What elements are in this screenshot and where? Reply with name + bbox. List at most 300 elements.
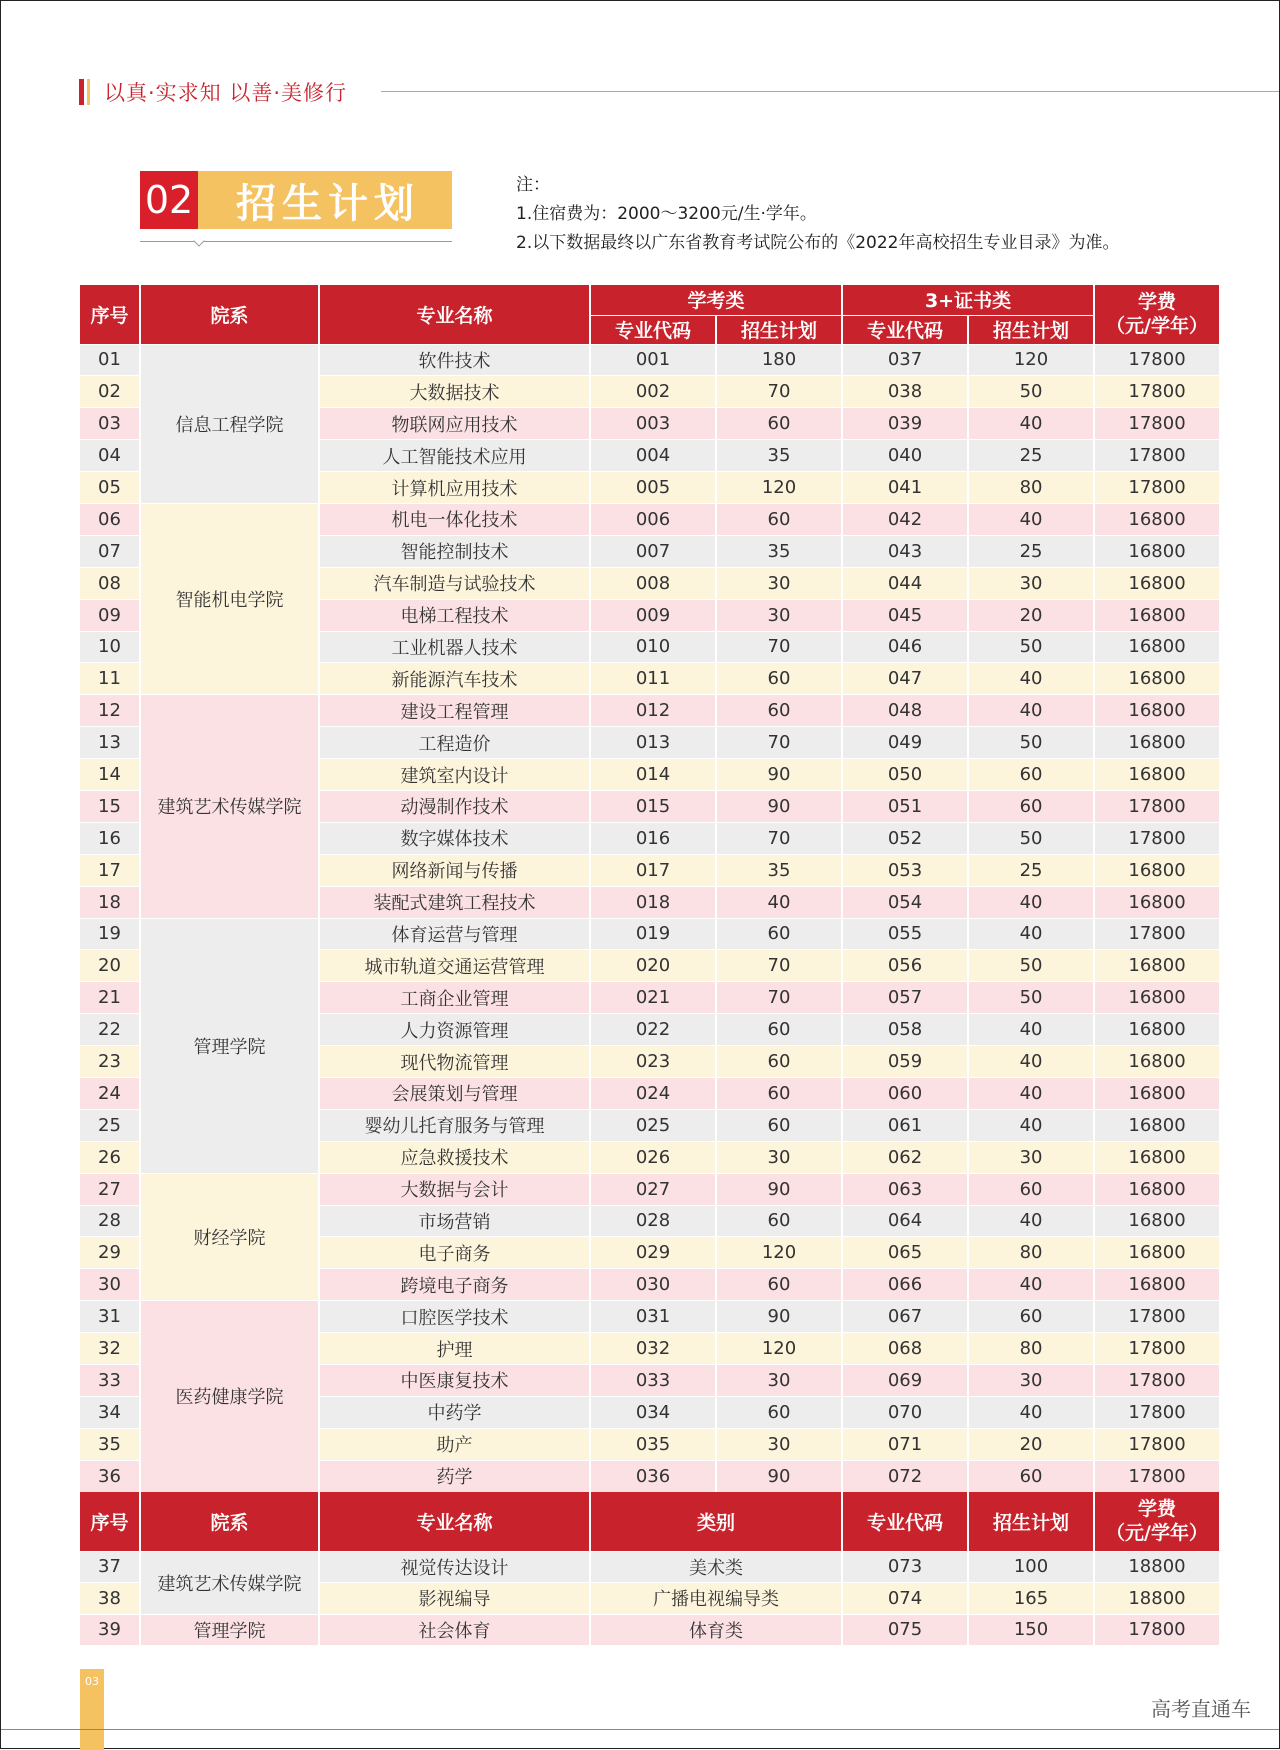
certificate-code: 059 <box>842 1046 968 1078</box>
academic-code: 029 <box>590 1237 716 1269</box>
certificate-code: 058 <box>842 1014 968 1046</box>
major-name: 跨境电子商务 <box>319 1269 590 1301</box>
table-row <box>80 1301 1220 1333</box>
row-number: 01 <box>80 344 140 376</box>
yellow-bar-decoration <box>87 79 90 105</box>
certificate-code: 064 <box>842 1205 968 1237</box>
major-name: 大数据与会计 <box>319 1173 590 1205</box>
notes <box>516 171 1119 258</box>
department-name: 智能机电学院 <box>140 503 319 694</box>
row-number: 17 <box>80 854 140 886</box>
major-name: 机电一体化技术 <box>319 503 590 535</box>
header-code: 专业代码 <box>842 315 968 344</box>
major-name: 软件技术 <box>319 344 590 376</box>
note-1: 1.住宿费为：2000～3200元/生·学年。 <box>516 204 817 224</box>
tuition-fee: 16800 <box>1094 1077 1220 1109</box>
row-number: 22 <box>80 1014 140 1046</box>
certificate-code: 067 <box>842 1301 968 1333</box>
header-plan: 招生计划 <box>968 1492 1094 1551</box>
row-number: 05 <box>80 472 140 504</box>
category: 广播电视编导类 <box>590 1583 842 1615</box>
tuition-fee: 17800 <box>1094 822 1220 854</box>
major-name: 装配式建筑工程技术 <box>319 886 590 918</box>
academic-code: 035 <box>590 1428 716 1460</box>
tuition-fee: 17800 <box>1094 1428 1220 1460</box>
tuition-fee: 16800 <box>1094 1269 1220 1301</box>
major-name: 城市轨道交通运营管理 <box>319 950 590 982</box>
certificate-code: 050 <box>842 759 968 791</box>
major-name: 建筑室内设计 <box>319 759 590 791</box>
section-name: 招生计划 <box>198 171 452 229</box>
academic-plan: 60 <box>716 695 842 727</box>
academic-plan: 70 <box>716 727 842 759</box>
major-name: 工业机器人技术 <box>319 631 590 663</box>
major-name: 数字媒体技术 <box>319 822 590 854</box>
tuition-fee: 16800 <box>1094 567 1220 599</box>
major-name: 会展策划与管理 <box>319 1077 590 1109</box>
major-name: 新能源汽车技术 <box>319 663 590 695</box>
tuition-fee: 17800 <box>1094 344 1220 376</box>
academic-code: 032 <box>590 1333 716 1365</box>
academic-code: 005 <box>590 472 716 504</box>
department-name: 建筑艺术传媒学院 <box>140 1551 319 1614</box>
academic-plan: 60 <box>716 1205 842 1237</box>
certificate-plan: 30 <box>968 567 1094 599</box>
row-number: 03 <box>80 408 140 440</box>
slogan-header <box>79 77 347 107</box>
major-name: 市场营销 <box>319 1205 590 1237</box>
tuition-fee: 17800 <box>1094 408 1220 440</box>
academic-plan: 60 <box>716 408 842 440</box>
certificate-plan: 40 <box>968 1269 1094 1301</box>
certificate-code: 057 <box>842 982 968 1014</box>
note-label: 注： <box>516 175 550 195</box>
major-name: 人工智能技术应用 <box>319 440 590 472</box>
academic-code: 036 <box>590 1460 716 1492</box>
major-code: 075 <box>842 1614 968 1646</box>
row-number: 23 <box>80 1046 140 1078</box>
title-notch-decoration <box>193 235 204 246</box>
certificate-plan: 40 <box>968 1396 1094 1428</box>
row-number: 14 <box>80 759 140 791</box>
academic-plan: 120 <box>716 1333 842 1365</box>
major-name: 动漫制作技术 <box>319 790 590 822</box>
certificate-code: 070 <box>842 1396 968 1428</box>
academic-plan: 120 <box>716 1237 842 1269</box>
tuition-fee: 18800 <box>1094 1583 1220 1615</box>
academic-plan: 30 <box>716 1428 842 1460</box>
certificate-code: 054 <box>842 886 968 918</box>
section-title <box>140 171 452 229</box>
enrollment-plan: 150 <box>968 1614 1094 1646</box>
certificate-code: 068 <box>842 1333 968 1365</box>
major-name: 网络新闻与传播 <box>319 854 590 886</box>
row-number: 21 <box>80 982 140 1014</box>
row-number: 04 <box>80 440 140 472</box>
academic-code: 025 <box>590 1109 716 1141</box>
note-2: 2.以下数据最终以广东省教育考试院公布的《2022年高校招生专业目录》为准。 <box>516 233 1120 253</box>
art-sports-enrollment-table <box>80 1492 1221 1646</box>
major-name: 助产 <box>319 1428 590 1460</box>
tuition-fee: 16800 <box>1094 1237 1220 1269</box>
academic-plan: 60 <box>716 1014 842 1046</box>
tuition-fee: 17800 <box>1094 1460 1220 1492</box>
certificate-plan: 40 <box>968 503 1094 535</box>
tuition-fee: 18800 <box>1094 1551 1220 1583</box>
row-number: 32 <box>80 1333 140 1365</box>
academic-code: 011 <box>590 663 716 695</box>
watermark: 高考直通车 <box>1151 1697 1251 1721</box>
tuition-fee: 16800 <box>1094 1109 1220 1141</box>
row-number: 20 <box>80 950 140 982</box>
major-name: 人力资源管理 <box>319 1014 590 1046</box>
certificate-plan: 50 <box>968 982 1094 1014</box>
row-number: 07 <box>80 535 140 567</box>
academic-code: 009 <box>590 599 716 631</box>
row-number: 29 <box>80 1237 140 1269</box>
academic-code: 003 <box>590 408 716 440</box>
tuition-fee: 16800 <box>1094 1014 1220 1046</box>
row-number: 33 <box>80 1365 140 1397</box>
academic-code: 028 <box>590 1205 716 1237</box>
major-name: 视觉传达设计 <box>319 1551 590 1583</box>
row-number: 37 <box>80 1551 140 1583</box>
tuition-fee: 16800 <box>1094 663 1220 695</box>
header-major: 专业名称 <box>319 285 590 344</box>
academic-code: 018 <box>590 886 716 918</box>
academic-plan: 40 <box>716 886 842 918</box>
row-number: 28 <box>80 1205 140 1237</box>
table-row <box>80 503 1220 535</box>
certificate-plan: 80 <box>968 1237 1094 1269</box>
row-number: 08 <box>80 567 140 599</box>
certificate-code: 062 <box>842 1141 968 1173</box>
major-name: 药学 <box>319 1460 590 1492</box>
header-no: 序号 <box>80 1492 140 1551</box>
certificate-code: 052 <box>842 822 968 854</box>
table-row <box>80 1173 1220 1205</box>
row-number: 31 <box>80 1301 140 1333</box>
major-name: 物联网应用技术 <box>319 408 590 440</box>
certificate-plan: 120 <box>968 344 1094 376</box>
certificate-code: 060 <box>842 1077 968 1109</box>
row-number: 27 <box>80 1173 140 1205</box>
certificate-code: 049 <box>842 727 968 759</box>
academic-plan: 70 <box>716 950 842 982</box>
certificate-code: 041 <box>842 472 968 504</box>
academic-plan: 30 <box>716 1365 842 1397</box>
academic-plan: 90 <box>716 759 842 791</box>
tuition-fee: 16800 <box>1094 535 1220 567</box>
major-name: 电子商务 <box>319 1237 590 1269</box>
academic-plan: 60 <box>716 503 842 535</box>
department-name: 管理学院 <box>140 918 319 1173</box>
department-name: 管理学院 <box>140 1614 319 1646</box>
academic-code: 015 <box>590 790 716 822</box>
academic-plan: 35 <box>716 535 842 567</box>
certificate-plan: 60 <box>968 1173 1094 1205</box>
academic-plan: 35 <box>716 440 842 472</box>
tuition-fee: 17800 <box>1094 376 1220 408</box>
certificate-code: 042 <box>842 503 968 535</box>
certificate-code: 061 <box>842 1109 968 1141</box>
certificate-plan: 25 <box>968 440 1094 472</box>
table-row <box>80 1551 1220 1583</box>
certificate-code: 066 <box>842 1269 968 1301</box>
row-number: 11 <box>80 663 140 695</box>
category: 美术类 <box>590 1551 842 1583</box>
academic-plan: 30 <box>716 1141 842 1173</box>
certificate-plan: 40 <box>968 1077 1094 1109</box>
tuition-fee: 16800 <box>1094 1141 1220 1173</box>
certificate-code: 043 <box>842 535 968 567</box>
certificate-plan: 40 <box>968 918 1094 950</box>
certificate-code: 044 <box>842 567 968 599</box>
major-name: 体育运营与管理 <box>319 918 590 950</box>
major-name: 影视编导 <box>319 1583 590 1615</box>
certificate-plan: 50 <box>968 631 1094 663</box>
certificate-plan: 40 <box>968 1046 1094 1078</box>
tuition-fee: 17800 <box>1094 1301 1220 1333</box>
certificate-plan: 50 <box>968 950 1094 982</box>
row-number: 38 <box>80 1583 140 1615</box>
row-number: 39 <box>80 1614 140 1646</box>
academic-code: 007 <box>590 535 716 567</box>
major-name: 口腔医学技术 <box>319 1301 590 1333</box>
row-number: 25 <box>80 1109 140 1141</box>
academic-code: 008 <box>590 567 716 599</box>
tuition-fee: 17800 <box>1094 790 1220 822</box>
academic-code: 013 <box>590 727 716 759</box>
header-fee: 学费 （元/学年） <box>1094 1492 1220 1551</box>
major-name: 建设工程管理 <box>319 695 590 727</box>
major-name: 社会体育 <box>319 1614 590 1646</box>
certificate-code: 039 <box>842 408 968 440</box>
academic-code: 012 <box>590 695 716 727</box>
title-underline <box>140 241 452 242</box>
academic-code: 034 <box>590 1396 716 1428</box>
certificate-plan: 40 <box>968 1205 1094 1237</box>
row-number: 06 <box>80 503 140 535</box>
major-name: 应急救援技术 <box>319 1141 590 1173</box>
academic-plan: 90 <box>716 1460 842 1492</box>
academic-code: 022 <box>590 1014 716 1046</box>
certificate-plan: 40 <box>968 408 1094 440</box>
tuition-fee: 16800 <box>1094 950 1220 982</box>
tuition-fee: 17800 <box>1094 1396 1220 1428</box>
academic-plan: 120 <box>716 472 842 504</box>
row-number: 24 <box>80 1077 140 1109</box>
row-number: 18 <box>80 886 140 918</box>
certificate-code: 037 <box>842 344 968 376</box>
certificate-plan: 50 <box>968 376 1094 408</box>
academic-code: 020 <box>590 950 716 982</box>
red-bar-decoration <box>79 79 84 105</box>
certificate-code: 045 <box>842 599 968 631</box>
academic-plan: 30 <box>716 567 842 599</box>
certificate-code: 056 <box>842 950 968 982</box>
footer-line <box>1 1729 1279 1730</box>
department-name: 信息工程学院 <box>140 344 319 503</box>
certificate-code: 051 <box>842 790 968 822</box>
certificate-code: 055 <box>842 918 968 950</box>
academic-code: 006 <box>590 503 716 535</box>
major-name: 汽车制造与试验技术 <box>319 567 590 599</box>
tuition-fee: 16800 <box>1094 599 1220 631</box>
tuition-fee: 16800 <box>1094 727 1220 759</box>
certificate-plan: 50 <box>968 727 1094 759</box>
tuition-fee: 17800 <box>1094 1614 1220 1646</box>
academic-code: 021 <box>590 982 716 1014</box>
certificate-code: 069 <box>842 1365 968 1397</box>
certificate-plan: 20 <box>968 1428 1094 1460</box>
certificate-code: 038 <box>842 376 968 408</box>
tuition-fee: 16800 <box>1094 1205 1220 1237</box>
tuition-fee: 16800 <box>1094 982 1220 1014</box>
certificate-code: 063 <box>842 1173 968 1205</box>
tuition-fee: 16800 <box>1094 503 1220 535</box>
academic-plan: 70 <box>716 631 842 663</box>
academic-plan: 60 <box>716 918 842 950</box>
certificate-plan: 40 <box>968 695 1094 727</box>
row-number: 10 <box>80 631 140 663</box>
major-name: 计算机应用技术 <box>319 472 590 504</box>
header-plan: 招生计划 <box>968 315 1094 344</box>
academic-code: 010 <box>590 631 716 663</box>
certificate-plan: 60 <box>968 790 1094 822</box>
certificate-code: 040 <box>842 440 968 472</box>
academic-plan: 60 <box>716 1396 842 1428</box>
major-name: 现代物流管理 <box>319 1046 590 1078</box>
academic-code: 014 <box>590 759 716 791</box>
header-code: 专业代码 <box>842 1492 968 1551</box>
table-row <box>80 344 1220 376</box>
major-code: 073 <box>842 1551 968 1583</box>
academic-plan: 90 <box>716 790 842 822</box>
academic-plan: 60 <box>716 663 842 695</box>
row-number: 15 <box>80 790 140 822</box>
department-name: 建筑艺术传媒学院 <box>140 695 319 918</box>
enrollment-table <box>80 285 1221 1493</box>
row-number: 12 <box>80 695 140 727</box>
certificate-plan: 20 <box>968 599 1094 631</box>
header-dept: 院系 <box>140 285 319 344</box>
certificate-plan: 80 <box>968 472 1094 504</box>
header-group-certificate: 3+证书类 <box>842 285 1094 315</box>
academic-plan: 90 <box>716 1301 842 1333</box>
row-number: 09 <box>80 599 140 631</box>
tuition-fee: 16800 <box>1094 854 1220 886</box>
table-row <box>80 918 1220 950</box>
tuition-fee: 16800 <box>1094 1046 1220 1078</box>
certificate-code: 048 <box>842 695 968 727</box>
certificate-code: 046 <box>842 631 968 663</box>
academic-code: 023 <box>590 1046 716 1078</box>
certificate-plan: 60 <box>968 759 1094 791</box>
major-name: 中医康复技术 <box>319 1365 590 1397</box>
academic-code: 026 <box>590 1141 716 1173</box>
tuition-fee: 17800 <box>1094 1333 1220 1365</box>
certificate-code: 072 <box>842 1460 968 1492</box>
row-number: 30 <box>80 1269 140 1301</box>
major-name: 大数据技术 <box>319 376 590 408</box>
table-row <box>80 695 1220 727</box>
academic-plan: 60 <box>716 1077 842 1109</box>
certificate-code: 065 <box>842 1237 968 1269</box>
tuition-fee: 17800 <box>1094 1365 1220 1397</box>
row-number: 26 <box>80 1141 140 1173</box>
academic-code: 024 <box>590 1077 716 1109</box>
department-name: 医药健康学院 <box>140 1301 319 1492</box>
academic-code: 033 <box>590 1365 716 1397</box>
tuition-fee: 16800 <box>1094 695 1220 727</box>
major-name: 护理 <box>319 1333 590 1365</box>
major-name: 工程造价 <box>319 727 590 759</box>
header-plan: 招生计划 <box>716 315 842 344</box>
tuition-fee: 17800 <box>1094 440 1220 472</box>
row-number: 34 <box>80 1396 140 1428</box>
tuition-fee: 16800 <box>1094 886 1220 918</box>
academic-plan: 180 <box>716 344 842 376</box>
certificate-plan: 60 <box>968 1301 1094 1333</box>
academic-plan: 70 <box>716 822 842 854</box>
certificate-plan: 25 <box>968 535 1094 567</box>
academic-code: 017 <box>590 854 716 886</box>
header-no: 序号 <box>80 285 140 344</box>
certificate-plan: 60 <box>968 1460 1094 1492</box>
certificate-plan: 40 <box>968 886 1094 918</box>
enrollment-plan: 165 <box>968 1583 1094 1615</box>
row-number: 13 <box>80 727 140 759</box>
major-name: 工商企业管理 <box>319 982 590 1014</box>
table-row <box>80 1614 1220 1646</box>
academic-code: 019 <box>590 918 716 950</box>
certificate-plan: 80 <box>968 1333 1094 1365</box>
header-category: 类别 <box>590 1492 842 1551</box>
certificate-plan: 50 <box>968 822 1094 854</box>
slogan-text: 以真·实求知 以善·美修行 <box>104 81 348 105</box>
academic-code: 031 <box>590 1301 716 1333</box>
tuition-fee: 17800 <box>1094 472 1220 504</box>
header-fee: 学费 （元/学年） <box>1094 285 1220 344</box>
academic-code: 004 <box>590 440 716 472</box>
certificate-plan: 40 <box>968 1109 1094 1141</box>
certificate-plan: 25 <box>968 854 1094 886</box>
academic-code: 030 <box>590 1269 716 1301</box>
category: 体育类 <box>590 1614 842 1646</box>
academic-code: 016 <box>590 822 716 854</box>
major-name: 婴幼儿托育服务与管理 <box>319 1109 590 1141</box>
major-name: 电梯工程技术 <box>319 599 590 631</box>
row-number: 35 <box>80 1428 140 1460</box>
row-number: 36 <box>80 1460 140 1492</box>
academic-plan: 30 <box>716 599 842 631</box>
tuition-fee: 16800 <box>1094 631 1220 663</box>
certificate-plan: 40 <box>968 663 1094 695</box>
department-name: 财经学院 <box>140 1173 319 1301</box>
row-number: 19 <box>80 918 140 950</box>
certificate-code: 047 <box>842 663 968 695</box>
tuition-fee: 16800 <box>1094 759 1220 791</box>
academic-code: 001 <box>590 344 716 376</box>
tuition-fee: 16800 <box>1094 1173 1220 1205</box>
header-code: 专业代码 <box>590 315 716 344</box>
academic-plan: 60 <box>716 1109 842 1141</box>
row-number: 02 <box>80 376 140 408</box>
certificate-plan: 40 <box>968 1014 1094 1046</box>
header-group-academic: 学考类 <box>590 285 842 315</box>
major-code: 074 <box>842 1583 968 1615</box>
